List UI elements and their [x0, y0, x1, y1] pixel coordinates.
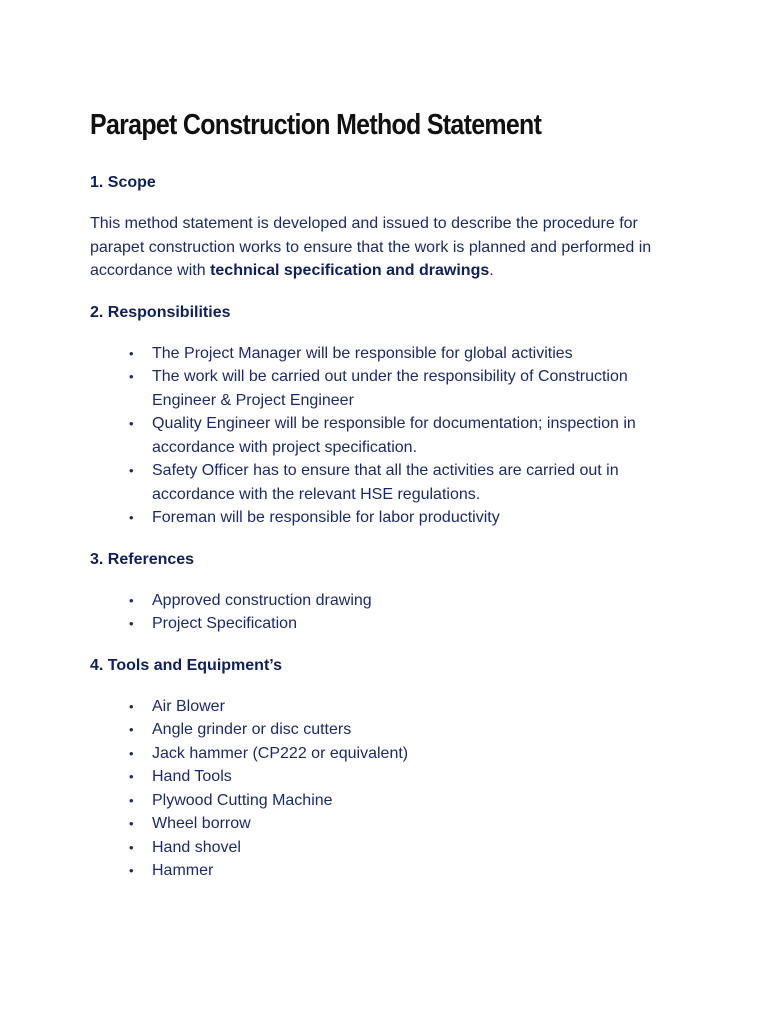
section-heading-references: 3. References	[90, 550, 195, 568]
scope-text-start: This method statement is developed and issued to describe the procedure for parapet construction works to ensure that the work is planned and performed in accordance with	[90, 215, 652, 279]
page-title: Parapet Construction Method Statement	[90, 109, 542, 141]
list-item: • Quality Engineer will be responsible for documentation; inspection in accordance with project specification.	[152, 412, 690, 459]
list-item: • Plywood Cutting Machine	[152, 789, 690, 813]
list-item: • Project Specification	[152, 612, 690, 636]
list-item: • The work will be carried out under the responsibility of Construction Engineer & Project Engineer	[152, 365, 690, 412]
document-page	[90, 104, 690, 901]
list-item: • Approved construction drawing	[152, 589, 690, 613]
list-item: • Wheel borrow	[152, 812, 690, 836]
section-heading-responsibilities: 2. Responsibilities	[90, 303, 231, 321]
list-item: • Foreman will be responsible for labor productivity	[152, 506, 690, 530]
list-item: • Angle grinder or disc cutters	[152, 718, 690, 742]
section-heading-tools: 4. Tools and Equipment’s	[90, 656, 283, 674]
list-item: • Safety Officer has to ensure that all the activities are carried out in accordance with the relevant HSE regulations.	[152, 459, 690, 506]
tools-list	[90, 695, 690, 883]
list-item: • The Project Manager will be responsible for global activities	[152, 342, 690, 366]
scope-text-emphasis: technical specification and drawings	[210, 262, 490, 279]
scope-text-end: .	[489, 262, 494, 279]
list-item: • Hand shovel	[152, 836, 690, 860]
list-item: • Hand Tools	[152, 765, 690, 789]
references-list	[90, 589, 690, 636]
list-item: • Jack hammer (CP222 or equivalent)	[152, 742, 690, 766]
list-item: • Hammer	[152, 859, 690, 883]
list-item: • Air Blower	[152, 695, 690, 719]
section-heading-scope: 1. Scope	[90, 174, 156, 191]
scope-paragraph	[90, 212, 690, 283]
responsibilities-list	[90, 342, 690, 530]
